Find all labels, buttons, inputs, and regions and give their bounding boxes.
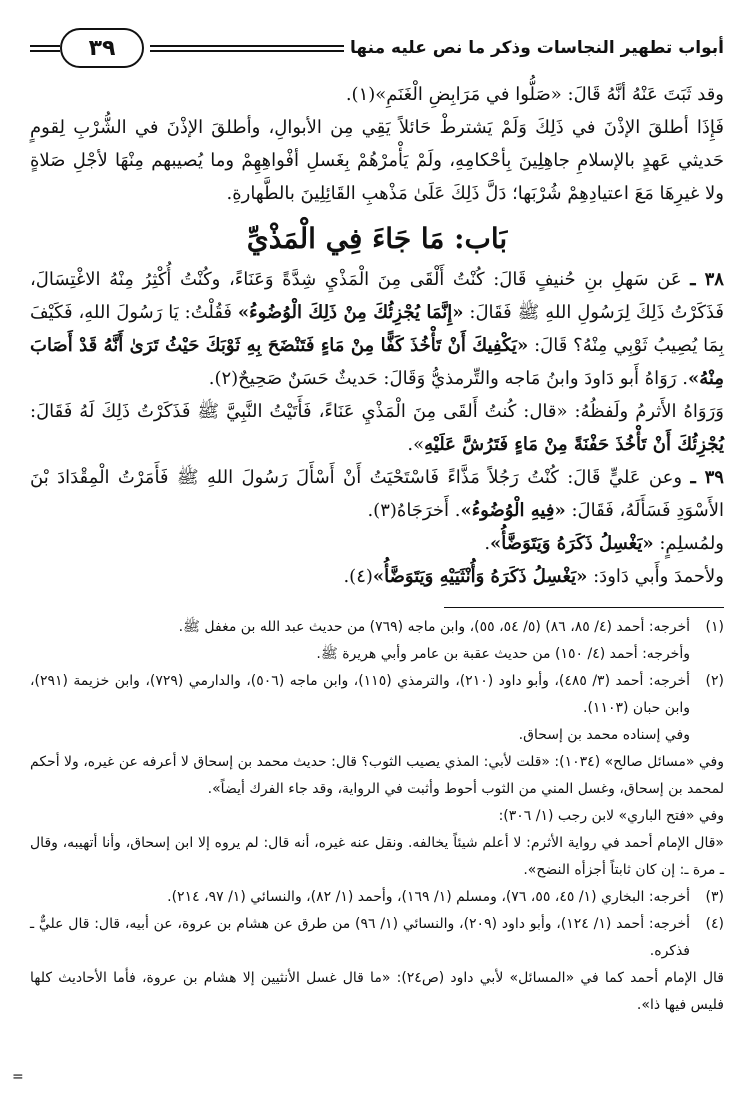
footnote-number: (٤) [705,916,724,932]
footnote-text: وأخرجه: أحمد (٤/ ١٥٠) من حديث عقبة بن عامر وأبي هريرة ﷺ. [316,646,690,662]
footnote-text: «قال الإمام أحمد في رواية الأثرم: لا أعلم شيئاً يخالفه. ونقل عنه غيره، أنه قال: لم يروه إلا ابن إسحاق، وأنا أتهيبه، وقال ـ مرة ـ: إن كان ثابتاً أجزأه النضح». [30,835,724,878]
prophetic-quote: «إِنَّمَا يُجْزِئُكَ مِنْ ذَلِكَ الْوُضُوءُ» [237,302,464,323]
hadith-text: فَقُلْتُ: يَا رَسُولَ اللهِ، فَكَيْفَ بِمَا يُصِيبُ ثَوْبِي مِنْهُ؟ قَالَ: [30,302,724,356]
page [30,18,724,1019]
narration-text: . [484,533,491,554]
footnote-text: وفي «مسائل صالح» (١٠٣٤): «قلت لأبي: المذي يصيب الثوب؟ قال: حديث محمد بن إسحاق لا أعرفه عن غيره، ولا أحكم لمحمد بن إسحاق، وغسل المني من الثوب أحوط وأثبت في الرواية، وقد جاء الفرك أيضاً». [30,754,724,797]
footnote-text: وفي إسناده محمد بن إسحاق. [518,727,690,743]
footnote-text: أخرجه: البخاري (١/ ٤٥، ٥٥، ٧٦)، ومسلم (١/ ١٦٩)، وأحمد (١/ ٨٢)، والنسائي (١/ ٩٧، ٢١٤). [167,889,690,905]
hadith-text: . أَخرَجَاهُ(٣). [367,500,461,521]
prophetic-quote: يُجْزِئُكَ أَنْ تَأْخُذَ حَفْنَةً مِنْ مَاءٍ فَتَرُشَّ عَلَيْهِ [424,434,724,455]
narration-text: ولأحمدَ وأَبي دَاودَ: [587,566,724,587]
footnote-text: وفي «فتح الباري» لابن رجب (١/ ٣٠٦): [498,808,724,824]
footnote-number: (٢) [705,673,724,689]
ahmad-narration [30,560,724,593]
muslim-narration [30,527,724,560]
chapter-title: بَاب: مَا جَاءَ فِي الْمَذْيِّ [246,222,508,255]
hadith-text: . رَوَاهُ أَبو دَاودَ وابنُ مَاجه والتِّرمذيُّ وَقَالَ: حَديثٌ حَسَنٌ صَحِيحٌ(٢). [208,368,689,389]
narration-text: ولمُسلِمٍ: [653,533,724,554]
footnote-text: أخرجه: أحمد (١/ ١٢٤)، وأبو داود (٢٠٩)، والنسائي (١/ ٩٦) من طرق عن هشام بن عروة، عن أبيه، قال: قال عليٌّ ـ فذكره. [30,916,691,959]
footnote-number: (١) [705,619,724,635]
footnote-1 [30,614,724,641]
footnote-2 [30,668,724,722]
hadith-number: ٣٨ ـ [690,269,724,290]
footnote-4 [30,911,724,965]
hadith-text: وعن عَليٍّ قَالَ: كُنْتُ رَجُلاً مَذَّاءً فَاسْتَحْيَتُ أَنْ أَسْأَلَ رَسُولَ اللهِ ﷺ فَأَمَرْتُ الْمِقْدَادَ بْنَ الأَسْوَدِ فَسَأَلَهُ، فَقَالَ: [30,467,724,521]
footnotes [30,614,724,1019]
prophetic-quote: «فِيهِ الْوُضُوءُ» [460,500,566,521]
page-header [30,18,724,78]
hadith-38 [30,263,724,395]
header-rule [150,45,344,52]
narration-text: ». [407,434,425,455]
footnote-text: أخرجه: أحمد (٣/ ٤٨٥)، وأبو داود (٢١٠)، والترمذي (١١٥)، وابن ماجه (٥٠٦)، والدارمي (٧٢٩)، وابن خزيمة (٢٩١)، وابن حبان (١١٠٣). [30,673,691,716]
hadith-text: عَن سَهلِ بنِ حُنيفٍ قَالَ: كُنْتُ أَلْقَى مِنَ الْمَذْيِ شِدَّةً وَعَنَاءً، وكُنْتُ أُكْثِرُ مِنْهُ الاغْتِسَالَ، فَذَكَرْتُ ذَلِكَ لِرَسُولِ اللهِ ﷺ فَقَالَ: [30,269,724,323]
footnote-text: أخرجه: أحمد (٤/ ٨٥، ٨٦) (٥/ ٥٤، ٥٥)، وابن ماجه (٧٦٩) من حديث عبد الله بن مغفل ﷺ. [178,619,690,635]
header-rule-tail [30,45,60,52]
narration-text: وَرَوَاهُ الأَثرمُ ولَفظُهُ: «قال: كُنتُ أَلقَى مِنَ الْمَذْيِ عَنَاءً، فَأَتَيْتُ النَّبِيَّ ﷺ فَذَكَرْتُ ذَلِكَ لَهُ فَقَالَ: [30,401,724,422]
margin-mark: = [12,1069,24,1085]
athram-narration [30,395,724,461]
hadith-39 [30,461,724,527]
footnote-number: (٣) [705,889,724,905]
paragraph-1: وقد ثَبَتَ عَنْهُ أنَّهُ قَالَ: «صَلُّوا في مَرَابِضِ الْغَنَمِ»(١). [345,84,724,105]
footnote-separator [444,607,724,608]
paragraph-2: فَإِذَا أطلقَ الإذْنَ في ذَلِكَ وَلَمْ يَشترطْ حَائلاً يَقِي مِن الأبوالِ، وأطلقَ الإذْنَ في الشُّرْبِ لِقومٍ حَديثي عَهدٍ بالإسلامِ جاهِلِينَ بِأحْكامِهِ، ولَمْ يَأْمرْهُمْ بِغَسلِ أفْواهِهِمْ وما يُصيبهم مِنْهَا لأجْلِ صَلاةٍ ولا غيرِهَا مَعَ اعتيادِهِمْ شُرْبَها؛ دَلَّ ذَلِكَ عَلَىٰ مَذْهبِ القَائِلِينَ بالطَّهارةِ. [30,117,724,204]
main-text [30,78,724,593]
hadith-number: ٣٩ ـ [690,467,724,488]
prophetic-quote: «يَكْفِيكَ أَنْ تَأْخُذَ كَفًّا مِنْ مَاءٍ فَتَنْضَحَ بِهِ ثَوْبَكَ حَيْثُ تَرَىٰ أَنَّهُ قَدْ أَصَابَ مِنْهُ» [30,335,724,389]
footnote-text: قال الإمام أحمد كما في «المسائل» لأبي داود (ص٢٤): «ما قال غسل الأنثيين إلا هشام بن عروة، فأما الأحاديث كلها فليس فيها ذا». [30,970,724,1013]
footnote-3 [30,884,724,911]
running-title: أبواب تطهير النجاسات وذكر ما نص عليه منها [350,38,724,58]
narration-text: (٤). [343,566,373,587]
prophetic-quote: «يَغْسِلُ ذَكَرَهُ وَيَتَوَضَّأُ» [490,533,654,554]
page-number: ٣٩ [60,28,144,68]
prophetic-quote: «يَغْسِلُ ذَكَرَهُ وَأُنْثَيَيْهِ وَيَتَوَضَّأُ» [372,566,588,587]
